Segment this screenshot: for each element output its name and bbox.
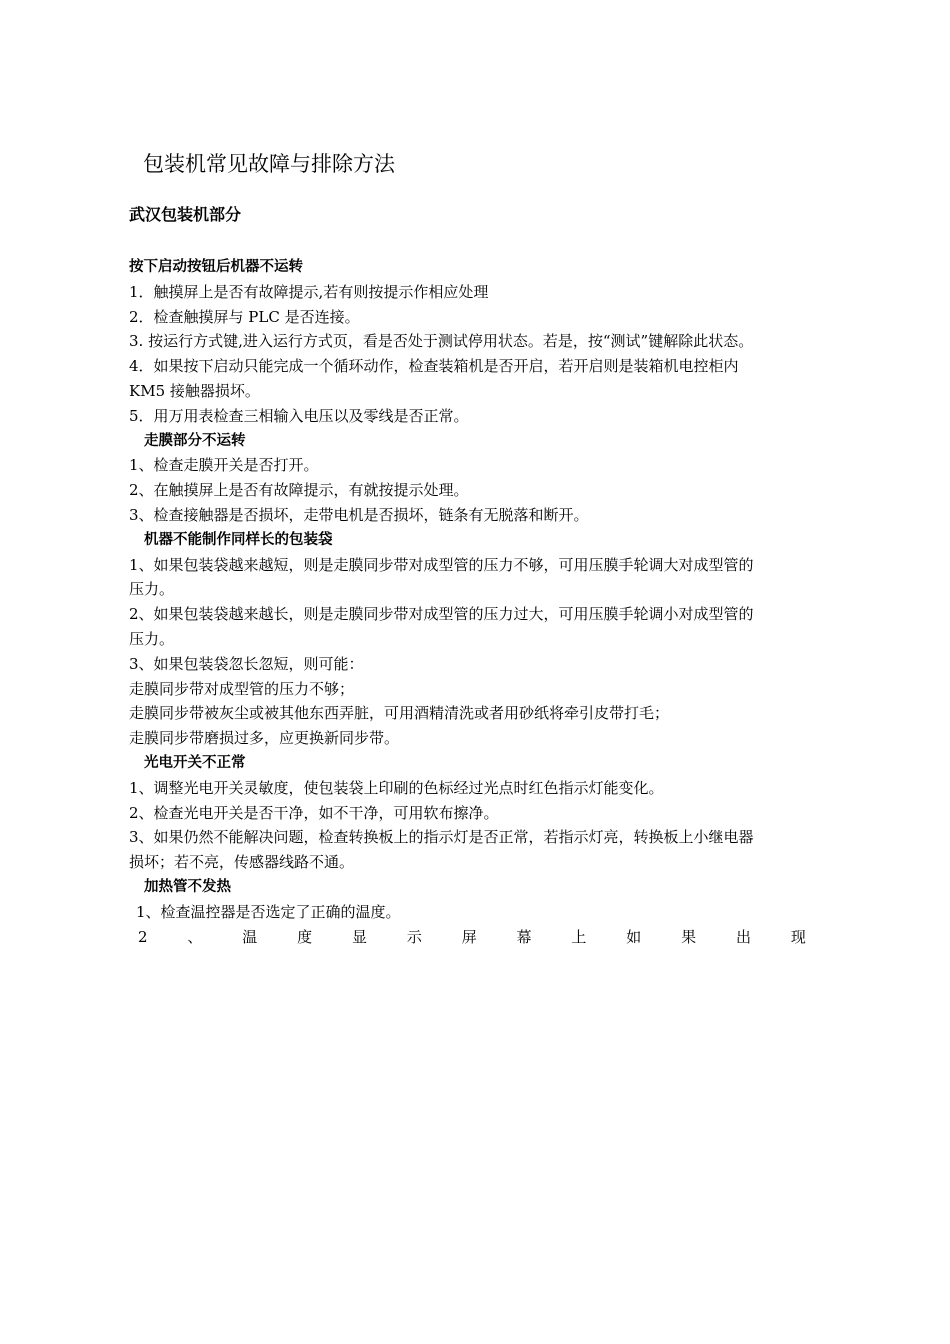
paragraph-line: 4．如果按下启动只能完成一个循环动作，检查装箱机是否开启，若开启则是装箱机电控柜内 [129, 357, 739, 376]
line-char: 2 [138, 927, 148, 946]
paragraph-line: 3. 按运行方式键,进入运行方式页，看是否处于测试停用状态。若是，按“测试”键解除此状态。 [129, 332, 754, 351]
line-char: 示 [406, 927, 422, 946]
paragraph-line: 损坏；若不亮，传感器线路不通。 [129, 853, 355, 872]
paragraph-line: 2．检查触摸屏与 PLC 是否连接。 [129, 307, 360, 326]
paragraph-line: 压力。 [129, 629, 175, 648]
paragraph-line: 3、如果仍然不能解决问题，检查转换板上的指示灯是否正常，若指示灯亮，转换板上小继电器 [129, 828, 754, 847]
line-char: 、 [187, 927, 203, 946]
paragraph-line: 5．用万用表检查三相输入电压以及零线是否正常。 [129, 406, 469, 425]
line-char: 现 [790, 927, 806, 946]
line-char: 屏 [461, 927, 477, 946]
line-char: 出 [735, 927, 751, 946]
paragraph-line: 1、检查走膜开关是否打开。 [129, 456, 319, 475]
line-char: 幕 [516, 927, 532, 946]
paragraph-line: 1、检查温控器是否选定了正确的温度。 [136, 902, 401, 921]
fault-heading: 加热管不发热 [144, 878, 231, 895]
fault-heading: 机器不能制作同样长的包装袋 [144, 531, 333, 548]
line-char: 上 [571, 927, 587, 946]
document-body [129, 255, 819, 949]
paragraph-line: 2、检查光电开关是否干净，如不干净，可用软布擦净。 [129, 803, 499, 822]
line-char: 果 [681, 927, 697, 946]
paragraph-line: 1．触摸屏上是否有故障提示,若有则按提示作相应处理 [129, 282, 489, 301]
document-title: 包装机常见故障与排除方法 [143, 152, 395, 176]
line-char: 度 [297, 927, 313, 946]
paragraph-line: 走膜同步带磨损过多，应更换新同步带。 [129, 729, 400, 748]
fault-heading: 光电开关不正常 [144, 754, 246, 771]
fault-heading: 走膜部分不运转 [144, 432, 246, 449]
paragraph-line: KM5 接触器损坏。 [129, 381, 260, 400]
fault-heading: 按下启动按钮后机器不运转 [129, 259, 303, 275]
justified-last-line [129, 925, 806, 950]
section-heading: 武汉包装机部分 [129, 205, 242, 224]
line-char: 显 [351, 927, 367, 946]
paragraph-line: 1、如果包装袋越来越短，则是走膜同步带对成型管的压力不够，可用压膜手轮调大对成型管的 [129, 555, 754, 574]
paragraph-line: 3、检查接触器是否损坏，走带电机是否损坏，链条有无脱落和断开。 [129, 505, 589, 524]
paragraph-line: 2、在触摸屏上是否有故障提示，有就按提示处理。 [129, 481, 469, 500]
paragraph-line: 压力。 [129, 580, 175, 599]
paragraph-line: 2、如果包装袋越来越长，则是走膜同步带对成型管的压力过大，可用压膜手轮调小对成型管的 [129, 605, 754, 624]
paragraph-line: 1、调整光电开关灵敏度，使包装袋上印刷的色标经过光点时红色指示灯能变化。 [129, 778, 664, 797]
paragraph-line: 3、如果包装袋忽长忽短，则可能： [129, 654, 364, 673]
paragraph-line: 走膜同步带被灰尘或被其他东西弄脏，可用酒精清洗或者用砂纸将牵引皮带打毛； [129, 704, 670, 723]
paragraph-line: 走膜同步带对成型管的压力不够； [129, 679, 355, 698]
line-char: 如 [626, 927, 642, 946]
line-char: 温 [242, 927, 258, 946]
